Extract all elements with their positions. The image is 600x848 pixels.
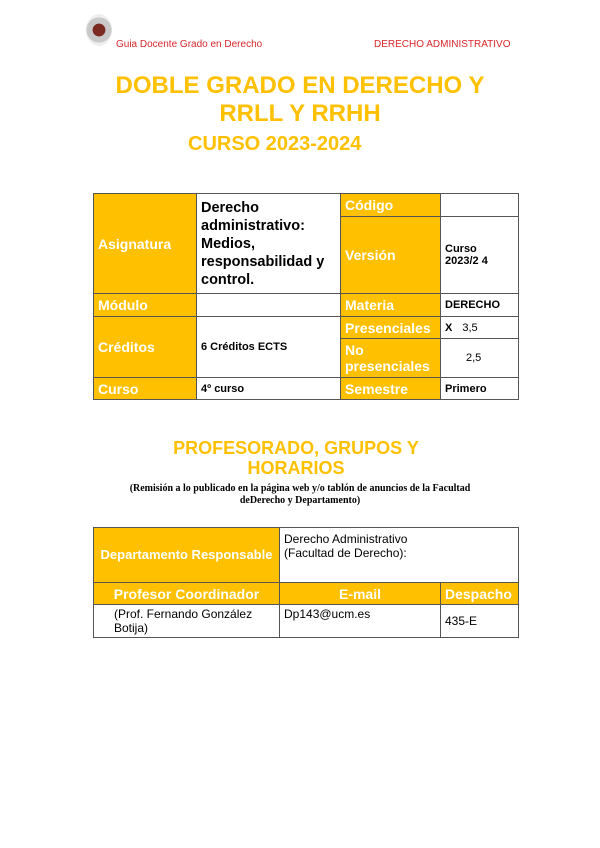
- semestre-label: Semestre: [340, 377, 441, 400]
- semestre-value: Primero: [440, 377, 519, 400]
- asignatura-value: Derecho administrativo: Medios, responsabilidad y control.: [196, 193, 341, 294]
- university-seal-icon: [86, 14, 112, 46]
- modulo-label: Módulo: [93, 293, 197, 317]
- col-profesor: Profesor Coordinador: [93, 582, 280, 605]
- curso-label: Curso: [93, 377, 197, 400]
- asignatura-label: Asignatura: [93, 193, 197, 294]
- presenciales-mark: X: [445, 321, 453, 334]
- codigo-value: [440, 193, 519, 217]
- col-email: E-mail: [279, 582, 441, 605]
- dept-value: [279, 527, 519, 583]
- codigo-label: Código: [340, 193, 441, 217]
- materia-value: DERECHO: [440, 293, 519, 317]
- course-year: CURSO 2023-2024: [188, 133, 362, 155]
- presenciales-value: 3,5: [462, 321, 478, 334]
- page-title-line2: RRLL Y RRHH: [219, 100, 381, 127]
- section-note-line1: (Remisión a lo publicado en la página web y/o tablón de anuncios de la Facultad: [129, 483, 471, 494]
- dept-label: Departamento Responsable: [93, 527, 280, 583]
- header-right: DERECHO ADMINISTRATIVO: [374, 39, 511, 50]
- page-title-line1: DOBLE GRADO EN DERECHO Y: [115, 72, 485, 99]
- no-presenciales-label: No presenciales: [340, 338, 441, 378]
- section-note-line2: deDerecho y Departamento): [239, 495, 361, 506]
- version-value: Curso 2023/2 4: [440, 216, 519, 294]
- modulo-value: [196, 293, 341, 317]
- version-label: Versión: [340, 216, 441, 294]
- presenciales-cell: [440, 316, 519, 339]
- dept-value-line2: (Facultad de Derecho):: [284, 546, 407, 560]
- email-value[interactable]: Dp143@ucm.es: [279, 604, 441, 638]
- dept-value-line1: Derecho Administrativo: [284, 532, 408, 546]
- creditos-label: Créditos: [93, 316, 197, 378]
- curso-value: 4º curso: [196, 377, 341, 400]
- despacho-value: 435-E: [440, 604, 519, 638]
- col-despacho: Despacho: [440, 582, 519, 605]
- profesor-value: (Prof. Fernando González Botija): [93, 604, 280, 638]
- materia-label: Materia: [340, 293, 441, 317]
- no-presenciales-value: 2,5: [440, 338, 519, 378]
- section-title-line1: PROFESORADO, GRUPOS Y: [173, 438, 419, 458]
- presenciales-label: Presenciales: [340, 316, 441, 339]
- header-left: Guia Docente Grado en Derecho: [116, 39, 263, 50]
- creditos-value: 6 Créditos ECTS: [196, 316, 341, 378]
- section-title-line2: HORARIOS: [247, 458, 345, 478]
